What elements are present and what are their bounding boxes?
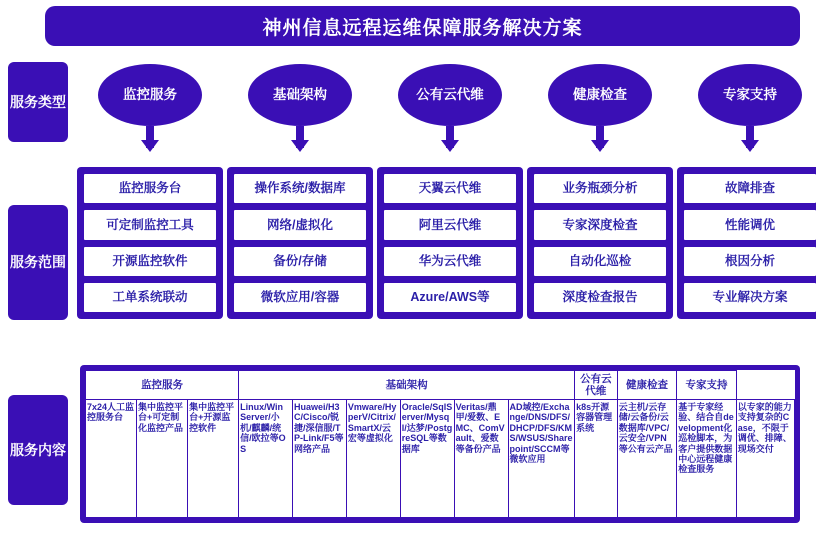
category-label-text: 服务内容 — [10, 441, 66, 458]
category-label-service-type — [8, 62, 68, 142]
category-label-text: 服务类型 — [10, 93, 66, 110]
service-type-monitoring[interactable] — [98, 64, 202, 126]
category-label-service-content — [8, 395, 68, 505]
scope-item[interactable]: 阿里云代维 — [383, 209, 517, 240]
scope-box-public-cloud — [377, 167, 523, 319]
table-header-row — [86, 371, 795, 400]
scope-item[interactable]: 可定制监控工具 — [83, 209, 217, 240]
group-header-public-cloud: 公有云代维 — [575, 371, 618, 400]
group-header-infrastructure: 基础架构 — [239, 371, 575, 400]
content-cell: Veritas/鼎甲/爱数、EMC、ComVault、爱数等备份产品 — [454, 400, 508, 518]
content-cell: Huawei/H3C/Cisco/锐捷/深信服/TP-Link/F5等网络产品 — [293, 400, 347, 518]
connector-arrow-5 — [741, 140, 759, 152]
content-cell: 集中监控平台+可定制化监控产品 — [137, 400, 188, 518]
group-header-expert-support: 专家支持 — [677, 371, 737, 400]
service-type-infrastructure[interactable] — [248, 64, 352, 126]
content-cell: Linux/Win Server/小机/麒麟/统信/欧拉等OS — [239, 400, 293, 518]
connector-arrow-3 — [441, 140, 459, 152]
group-header-health-check: 健康检查 — [617, 371, 677, 400]
service-type-label: 监控服务 — [123, 87, 177, 103]
service-content-table — [85, 370, 795, 518]
content-cell: Oracle/SqlServer/Mysql/达梦/PostgreSQL等数据库 — [400, 400, 454, 518]
table-row — [86, 400, 795, 518]
content-cell: 7x24人工监控服务台 — [86, 400, 137, 518]
scope-item[interactable]: 专业解决方案 — [683, 282, 816, 313]
scope-item[interactable]: 业务瓶颈分析 — [533, 173, 667, 204]
scope-item[interactable]: 性能调优 — [683, 209, 816, 240]
scope-item[interactable]: 故障排查 — [683, 173, 816, 204]
connector-arrow-2 — [291, 140, 309, 152]
scope-item[interactable]: 操作系统/数据库 — [233, 173, 367, 204]
service-type-label: 专家支持 — [723, 87, 777, 103]
scope-item[interactable]: 自动化巡检 — [533, 246, 667, 277]
page-title-text: 神州信息远程运维保障服务解决方案 — [262, 17, 583, 39]
scope-item[interactable]: 监控服务台 — [83, 173, 217, 204]
service-type-label: 基础架构 — [273, 87, 327, 103]
scope-box-expert-support — [677, 167, 816, 319]
service-type-expert-support[interactable] — [698, 64, 802, 126]
service-type-public-cloud[interactable] — [398, 64, 502, 126]
scope-box-health-check — [527, 167, 673, 319]
connector-arrow-1 — [141, 140, 159, 152]
scope-item[interactable]: 天翼云代维 — [383, 173, 517, 204]
page-title — [45, 6, 800, 46]
content-cell: 集中监控平台+开源监控软件 — [188, 400, 239, 518]
service-type-health-check[interactable] — [548, 64, 652, 126]
service-type-label: 健康检查 — [573, 87, 627, 103]
content-cell: Vmware/HyperV/Citrix/SmartX/云宏等虚拟化 — [346, 400, 400, 518]
connector-arrow-4 — [591, 140, 609, 152]
scope-item[interactable]: 开源监控软件 — [83, 246, 217, 277]
scope-box-monitoring — [77, 167, 223, 319]
scope-item[interactable]: 工单系统联动 — [83, 282, 217, 313]
service-content-panel — [80, 365, 800, 523]
scope-item[interactable]: 微软应用/容器 — [233, 282, 367, 313]
content-cell: 以专家的能力支持复杂的Case，不限于调优、排障、现场交付 — [736, 400, 794, 518]
scope-item[interactable]: Azure/AWS等 — [383, 282, 517, 313]
content-cell: 云主机/云存储/云备份/云数据库/VPC/云安全/VPN等公有云产品 — [617, 400, 677, 518]
content-cell: 基于专家经验、结合自development化巡检脚本，为客户提供数据中心远程健康检查服务 — [677, 400, 737, 518]
scope-item[interactable]: 专家深度检查 — [533, 209, 667, 240]
category-label-service-scope — [8, 205, 68, 320]
scope-item[interactable]: 网络/虚拟化 — [233, 209, 367, 240]
category-label-text: 服务范围 — [10, 254, 66, 271]
service-type-label: 公有云代维 — [416, 87, 484, 103]
scope-item[interactable]: 根因分析 — [683, 246, 816, 277]
content-cell: AD域控/Exchange/DNS/DFS/DHCP/DFS/KMS/WSUS/Sharepoint/SCCM等微软应用 — [508, 400, 575, 518]
scope-item[interactable]: 备份/存储 — [233, 246, 367, 277]
scope-box-infrastructure — [227, 167, 373, 319]
group-header-monitoring: 监控服务 — [86, 371, 239, 400]
scope-item[interactable]: 深度检查报告 — [533, 282, 667, 313]
scope-item[interactable]: 华为云代维 — [383, 246, 517, 277]
content-cell: k8s开源容器管理系统 — [575, 400, 618, 518]
